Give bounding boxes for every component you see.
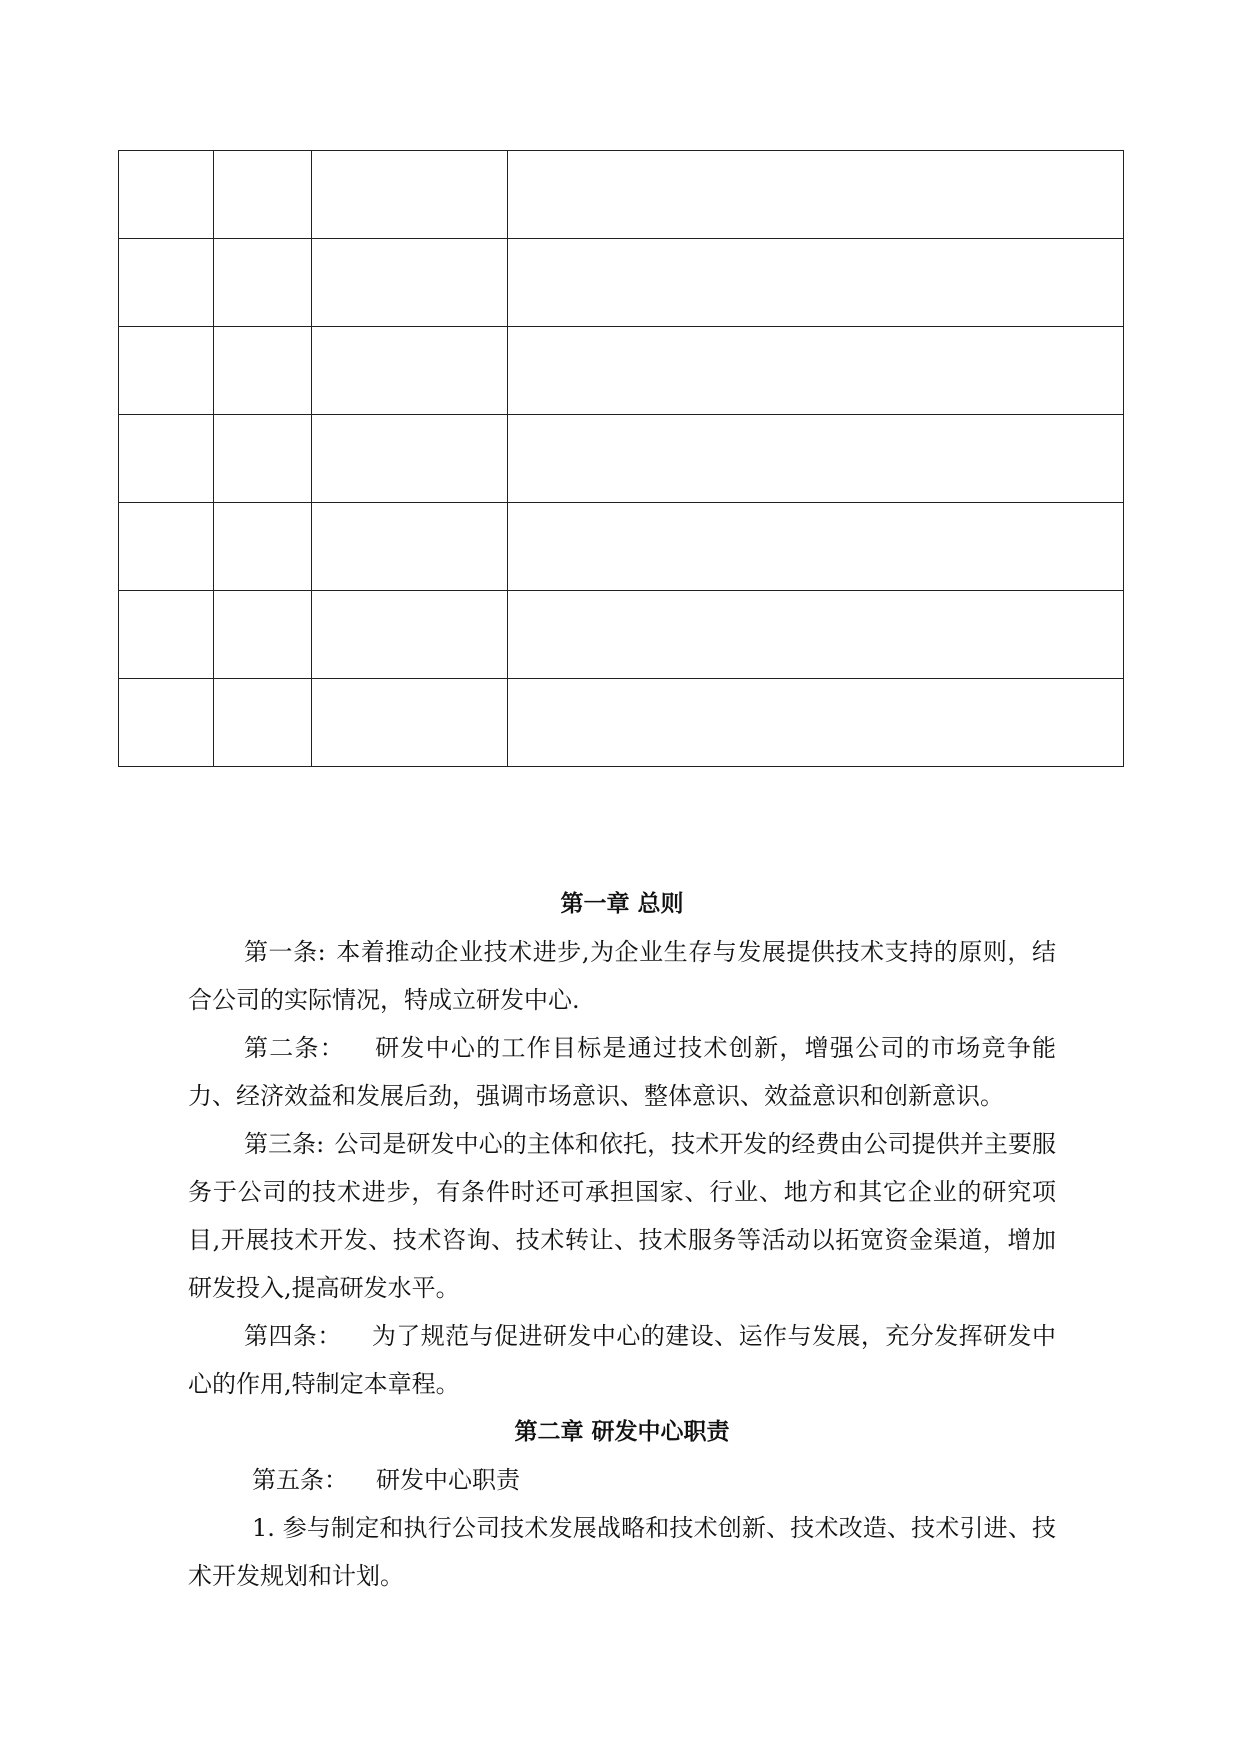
revision-table [118,150,1124,767]
table-row [119,679,1124,767]
table-cell [119,679,214,767]
table-cell [508,239,1124,327]
article-5-text: 研发中心职责 [376,1466,520,1494]
article-4-label: 第四条： [244,1322,342,1350]
table-cell [312,327,508,415]
table-cell [119,239,214,327]
article-3-text: 公司是研发中心的主体和依托，技术开发的经费由公司提供并主要服务于公司的技术进步，有条件时还可承担国家、行业、地方和其它企业的研究项目,开展技术开发、技术咨询、技术转让、技术服务等活动以拓宽资金渠道，增加研发投入,提高研发水平。 [188,1130,1056,1302]
table-cell [214,591,312,679]
table-cell [119,151,214,239]
table-row [119,327,1124,415]
table-cell [214,327,312,415]
table-cell [312,591,508,679]
table-cell [312,679,508,767]
table-cell [119,503,214,591]
table-cell [119,415,214,503]
table-cell [508,327,1124,415]
article-2 [188,1024,1056,1120]
table-row [119,151,1124,239]
table-cell [508,415,1124,503]
table-row [119,415,1124,503]
chapter-2-title: 第二章 研发中心职责 [514,1419,730,1445]
table-cell [312,151,508,239]
article-3-label: 第三条: [244,1130,325,1158]
article-2-text: 研发中心的工作目标是通过技术创新，增强公司的市场竞争能力、经济效益和发展后劲，强调市场意识、整体意识、效益意识和创新意识。 [188,1034,1057,1110]
table-cell [508,151,1124,239]
table-row [119,591,1124,679]
article-1 [188,928,1056,1024]
table-row [119,239,1124,327]
document-body [188,880,1056,1600]
article-4-text: 为了规范与促进研发中心的建设、运作与发展，充分发挥研发中心的作用,特制定本章程。 [188,1322,1057,1398]
article-1-label: 第一条: [244,938,326,966]
table-cell [119,327,214,415]
article-1-text: 本着推动企业技术进步,为企业生存与发展提供技术支持的原则，结合公司的实际情况，特成立研发中心. [188,938,1056,1014]
table-cell [214,415,312,503]
article-3 [188,1120,1056,1312]
article-4 [188,1312,1056,1408]
table-cell [508,679,1124,767]
chapter-1-title: 第一章 总则 [560,891,684,917]
table-cell [119,591,214,679]
table-cell [312,239,508,327]
list-item: 1. 参与制定和执行公司技术发展战略和技术创新、技术改造、技术引进、技术开发规划和计划。 [188,1514,1056,1590]
table-cell [508,591,1124,679]
table-row [119,503,1124,591]
table-cell [214,151,312,239]
article-2-label: 第二条： [244,1034,346,1062]
revision-table-body [119,151,1124,767]
table-cell [214,503,312,591]
table-cell [508,503,1124,591]
article-5-label: 第五条： [252,1466,348,1494]
table-cell [312,415,508,503]
table-cell [312,503,508,591]
table-cell [214,679,312,767]
table-cell [214,239,312,327]
article-5 [188,1456,1056,1504]
